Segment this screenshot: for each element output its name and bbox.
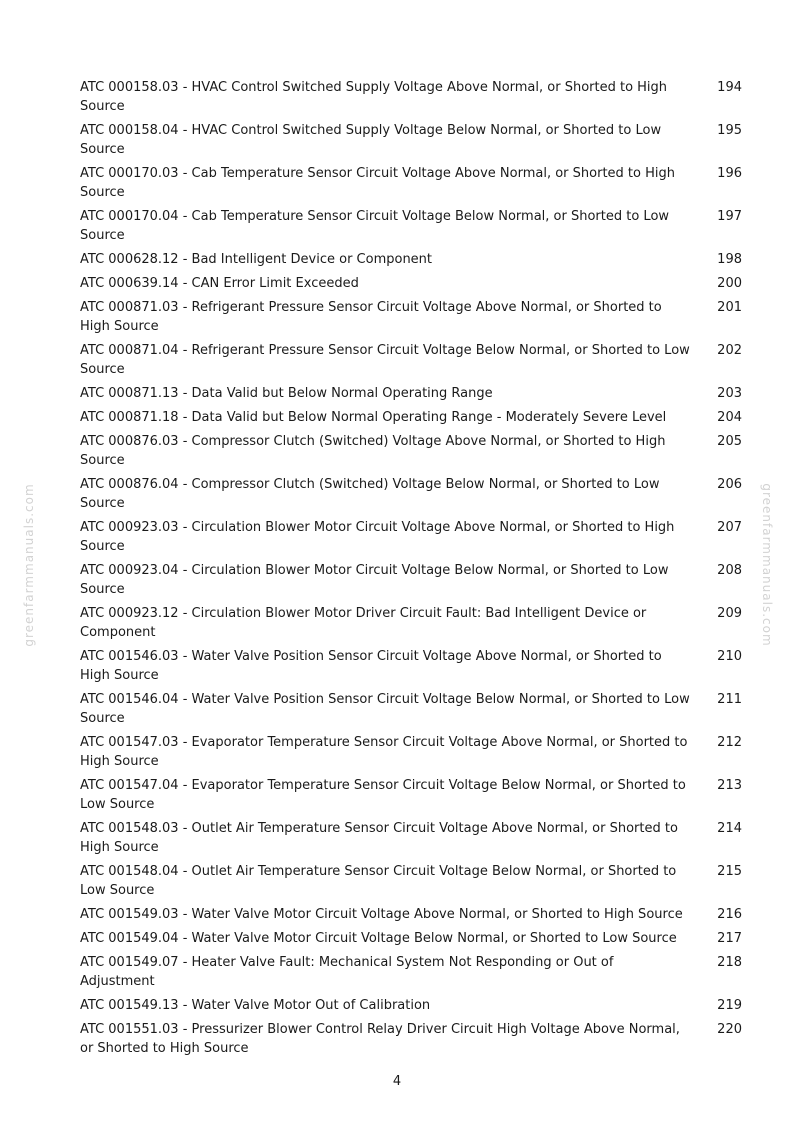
- toc-entry-page[interactable]: 215: [717, 864, 742, 879]
- toc-entry-page[interactable]: 214: [717, 821, 742, 836]
- toc-entry-title[interactable]: ATC 001547.03 - Evaporator Temperature Sensor Circuit Voltage Above Normal, or Shorted to High Source: [80, 735, 688, 769]
- toc-entry-title[interactable]: ATC 000876.03 - Compressor Clutch (Switched) Voltage Above Normal, or Shorted to High Source: [80, 434, 666, 468]
- toc-entry[interactable]: [80, 274, 742, 293]
- toc-entry-page[interactable]: 200: [717, 276, 742, 291]
- toc-entry[interactable]: [80, 298, 742, 336]
- toc-entry-page[interactable]: 205: [717, 434, 742, 449]
- toc-entry-title[interactable]: ATC 001547.04 - Evaporator Temperature Sensor Circuit Voltage Below Normal, or Shorted to Low Source: [80, 778, 686, 812]
- table-of-contents: [80, 78, 742, 1063]
- toc-entry-page[interactable]: 201: [717, 300, 742, 315]
- toc-entry[interactable]: [80, 862, 742, 900]
- toc-entry-page[interactable]: 207: [717, 520, 742, 535]
- toc-entry[interactable]: [80, 121, 742, 159]
- toc-entry-title[interactable]: ATC 000158.03 - HVAC Control Switched Supply Voltage Above Normal, or Shorted to High Source: [80, 80, 668, 114]
- toc-entry-title[interactable]: ATC 000871.04 - Refrigerant Pressure Sensor Circuit Voltage Below Normal, or Shorted to Low Source: [80, 343, 690, 377]
- toc-entry-page[interactable]: 217: [717, 931, 742, 946]
- toc-entry-page[interactable]: 216: [717, 907, 742, 922]
- toc-entry-page[interactable]: 197: [717, 209, 742, 224]
- toc-entry-title[interactable]: ATC 001548.04 - Outlet Air Temperature Sensor Circuit Voltage Below Normal, or Shorted to Low Source: [80, 864, 677, 898]
- toc-entry[interactable]: [80, 733, 742, 771]
- toc-entry-page[interactable]: 211: [717, 692, 742, 707]
- toc-entry[interactable]: [80, 905, 742, 924]
- toc-entry[interactable]: [80, 953, 742, 991]
- toc-entry-page[interactable]: 204: [717, 410, 742, 425]
- toc-entry-title[interactable]: ATC 001546.04 - Water Valve Position Sensor Circuit Voltage Below Normal, or Shorted to Low Source: [80, 692, 690, 726]
- page-number: 4: [392, 1074, 402, 1089]
- toc-entry[interactable]: [80, 1020, 742, 1058]
- toc-entry-page[interactable]: 209: [717, 606, 742, 621]
- toc-entry[interactable]: [80, 384, 742, 403]
- toc-entry-page[interactable]: 220: [717, 1022, 742, 1037]
- toc-entry-title[interactable]: ATC 001551.03 - Pressurizer Blower Control Relay Driver Circuit High Voltage Above Normal, or Shorted to High Source: [80, 1022, 680, 1056]
- toc-entry[interactable]: [80, 604, 742, 642]
- toc-entry[interactable]: [80, 250, 742, 269]
- toc-entry-title[interactable]: ATC 000923.04 - Circulation Blower Motor Circuit Voltage Below Normal, or Shorted to Low Source: [80, 563, 669, 597]
- toc-entry-title[interactable]: ATC 000158.04 - HVAC Control Switched Supply Voltage Below Normal, or Shorted to Low Source: [80, 123, 662, 157]
- toc-entry-title[interactable]: ATC 000871.13 - Data Valid but Below Normal Operating Range: [80, 386, 493, 401]
- toc-entry[interactable]: [80, 647, 742, 685]
- toc-entry-page[interactable]: 202: [717, 343, 742, 358]
- toc-entry-page[interactable]: 198: [717, 252, 742, 267]
- toc-entry-title[interactable]: ATC 001549.07 - Heater Valve Fault: Mechanical System Not Responding or Out of Adjustment: [80, 955, 614, 989]
- toc-entry-title[interactable]: ATC 000923.12 - Circulation Blower Motor Driver Circuit Fault: Bad Intelligent Device or Component: [80, 606, 647, 640]
- toc-entry[interactable]: [80, 207, 742, 245]
- toc-entry-page[interactable]: 194: [717, 80, 742, 95]
- toc-entry-title[interactable]: ATC 000923.03 - Circulation Blower Motor Circuit Voltage Above Normal, or Shorted to High Source: [80, 520, 675, 554]
- toc-entry[interactable]: [80, 996, 742, 1015]
- toc-entry-title[interactable]: ATC 000871.03 - Refrigerant Pressure Sensor Circuit Voltage Above Normal, or Shorted to High Source: [80, 300, 662, 334]
- toc-entry-title[interactable]: ATC 000871.18 - Data Valid but Below Normal Operating Range - Moderately Severe Level: [80, 410, 667, 425]
- toc-entry[interactable]: [80, 561, 742, 599]
- toc-entry-title[interactable]: ATC 000876.04 - Compressor Clutch (Switched) Voltage Below Normal, or Shorted to Low Source: [80, 477, 660, 511]
- toc-entry-title[interactable]: ATC 000639.14 - CAN Error Limit Exceeded: [80, 276, 359, 291]
- toc-entry-page[interactable]: 213: [717, 778, 742, 793]
- toc-entry-page[interactable]: 212: [717, 735, 742, 750]
- toc-entry-page[interactable]: 208: [717, 563, 742, 578]
- toc-entry-page[interactable]: 210: [717, 649, 742, 664]
- toc-entry-title[interactable]: ATC 000628.12 - Bad Intelligent Device or Component: [80, 252, 433, 267]
- toc-entry[interactable]: [80, 690, 742, 728]
- toc-entry[interactable]: [80, 819, 742, 857]
- toc-entry-page[interactable]: 195: [717, 123, 742, 138]
- toc-entry[interactable]: [80, 164, 742, 202]
- toc-entry[interactable]: [80, 432, 742, 470]
- toc-entry-title[interactable]: ATC 001549.03 - Water Valve Motor Circuit Voltage Above Normal, or Shorted to High Source: [80, 907, 683, 922]
- toc-entry-page[interactable]: 196: [717, 166, 742, 181]
- toc-entry-title[interactable]: ATC 001548.03 - Outlet Air Temperature Sensor Circuit Voltage Above Normal, or Shorted to High Source: [80, 821, 678, 855]
- toc-entry-title[interactable]: ATC 001549.13 - Water Valve Motor Out of Calibration: [80, 998, 431, 1013]
- toc-entry-page[interactable]: 219: [717, 998, 742, 1013]
- toc-entry-title[interactable]: ATC 000170.03 - Cab Temperature Sensor Circuit Voltage Above Normal, or Shorted to High Source: [80, 166, 675, 200]
- toc-entry[interactable]: [80, 341, 742, 379]
- watermark-right: greenfarmmanuals.com: [760, 483, 774, 647]
- toc-entry[interactable]: [80, 518, 742, 556]
- toc-entry-page[interactable]: 203: [717, 386, 742, 401]
- toc-entry[interactable]: [80, 776, 742, 814]
- toc-entry-title[interactable]: ATC 000170.04 - Cab Temperature Sensor Circuit Voltage Below Normal, or Shorted to Low Source: [80, 209, 670, 243]
- toc-entry[interactable]: [80, 408, 742, 427]
- toc-entry-title[interactable]: ATC 001549.04 - Water Valve Motor Circuit Voltage Below Normal, or Shorted to Low Source: [80, 931, 677, 946]
- toc-entry-title[interactable]: ATC 001546.03 - Water Valve Position Sensor Circuit Voltage Above Normal, or Shorted to High Source: [80, 649, 662, 683]
- toc-entry[interactable]: [80, 78, 742, 116]
- toc-entry[interactable]: [80, 929, 742, 948]
- toc-entry-page[interactable]: 218: [717, 955, 742, 970]
- toc-entry[interactable]: [80, 475, 742, 513]
- watermark-left: greenfarmmanuals.com: [22, 483, 36, 647]
- toc-entry-page[interactable]: 206: [717, 477, 742, 492]
